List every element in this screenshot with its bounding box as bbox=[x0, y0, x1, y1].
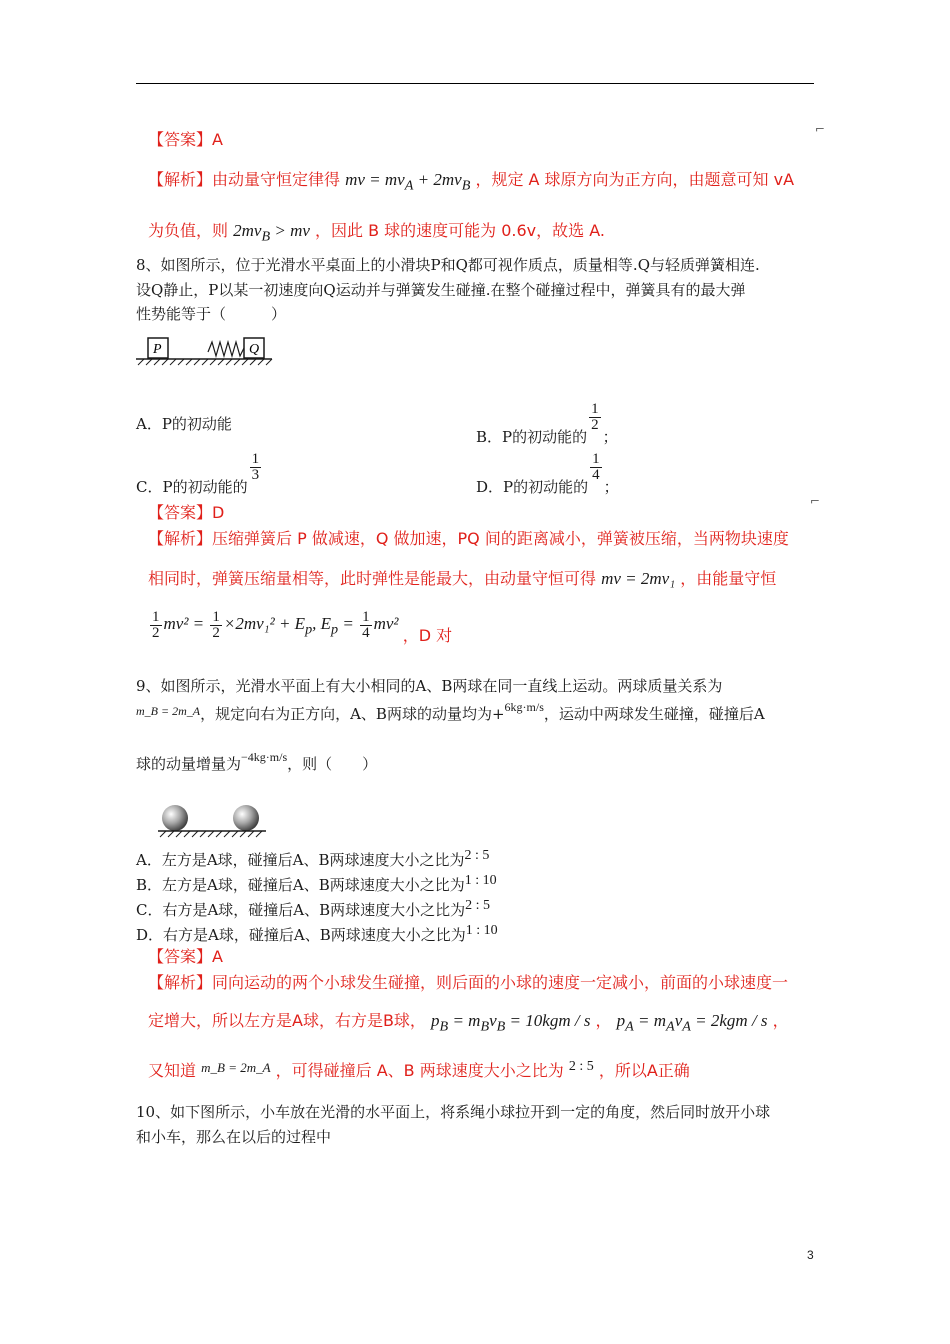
q8-option-a: A．P的初动能 bbox=[136, 415, 232, 433]
q8-analysis-2: 相同时，弹簧压缩量相等，此时弹性是能最大，由动量守恒可得 mv = 2mv₁ ，由能量守恒 bbox=[148, 569, 777, 588]
ground-hatch-2 bbox=[160, 831, 262, 837]
q9-option-d: D．右方是A球，碰撞后A、B两球速度大小之比为1 : 10 bbox=[136, 923, 498, 944]
q7-analysis-line2: 为负值，则 $2mv_B$ > mv ，因此 B 球的速度可能为 0.6v，故选 A. bbox=[148, 221, 605, 245]
q7-answer: 【答案】A bbox=[148, 130, 223, 149]
q8-option-c: C．P的初动能的 $\frac{1}{3}$ bbox=[136, 451, 260, 496]
label-q: Q bbox=[249, 342, 260, 357]
q9-analysis-1: 【解析】同向运动的两个小球发生碰撞，则后面的小球的速度一定减小，前面的小球速度一 bbox=[148, 973, 789, 992]
formula-momentum-conservation: mv = $mv_A + 2mv_B$ bbox=[345, 170, 471, 194]
q8-stem-3: 性势能等于（ ） bbox=[136, 305, 287, 323]
spring bbox=[208, 342, 244, 356]
q10-stem-2: 和小车，那么在以后的过程中 bbox=[136, 1128, 332, 1146]
page-number: 3 bbox=[807, 1248, 814, 1262]
q9-stem-3: 球的动量增量为$^{-4kg\cdot m/s}$，则（ ） bbox=[136, 750, 378, 773]
q9-option-b: B．左方是A球，碰撞后A、B两球速度大小之比为1 : 10 bbox=[136, 873, 497, 894]
q7-analysis-line1: 【解析】由动量守恒定律得 mv = $mv_A + 2mv_B$ ，规定 A 球原方向为正方向，由题意可知 vA bbox=[148, 170, 795, 194]
ground-hatch bbox=[138, 359, 272, 365]
formula-momentum: mv = 2mv₁ bbox=[601, 569, 676, 588]
q9-option-a: A．左方是A球，碰撞后A、B两球速度大小之比为2 : 5 bbox=[136, 848, 490, 869]
corner-mark: ⌐ bbox=[815, 122, 826, 136]
q8-analysis-3: $\frac{1}{2}$ mv² = $\frac{1}{2}$ $\times 2mv_1^2 + E_p$, $E_p$ = $\frac{1}{4}$ mv² ，D 对 bbox=[148, 610, 452, 641]
corner-mark-2: ⌐ bbox=[810, 494, 821, 508]
q8-option-d: D．P的初动能的 $\frac{1}{4}$ ； bbox=[476, 451, 619, 496]
q9-stem-1: 9、如图所示，光滑水平面上有大小相同的A、B两球在同一直线上运动。两球质量关系为 bbox=[136, 677, 723, 695]
ball-right bbox=[233, 805, 259, 831]
fraction-1-2: $\frac{1}{2}$ bbox=[591, 401, 599, 433]
fraction-1-3: $\frac{1}{3}$ bbox=[251, 451, 260, 483]
two-balls-figure bbox=[156, 802, 268, 840]
ball-left bbox=[162, 805, 188, 831]
q9-stem-2: $^{m\_B = 2m\_A}$，规定向右为正方向，A、B两球的动量均为+$^{6kg\cdot m/s}$，运动中两球发生碰撞，碰撞后A bbox=[136, 700, 765, 723]
q8-stem-2: 设Q静止，P以某一初速度向Q运动并与弹簧发生碰撞.在整个碰撞过程中，弹簧具有的最大弹 bbox=[136, 281, 746, 299]
q9-answer: 【答案】A bbox=[148, 947, 223, 966]
formula-energy: $\frac{1}{2}$ mv² = $\frac{1}{2}$ $\times 2mv_1^2 + E_p$, $E_p$ = $\frac{1}{4}$ mv² bbox=[152, 609, 403, 641]
q9-analysis-2: 定增大，所以左方是A球，右方是B球， $p_B = m_Bv_B = 10kgm / s$ ， $p_A = m_Av_A = 2kgm / s$ ， bbox=[148, 1011, 789, 1035]
header-rule bbox=[136, 83, 814, 84]
label-p: P bbox=[153, 342, 162, 357]
q8-analysis-1: 【解析】压缩弹簧后 P 做减速，Q 做加速，PQ 间的距离减小，弹簧被压缩，当两物块速度 bbox=[148, 529, 789, 548]
spring-block-figure bbox=[134, 336, 276, 368]
q8-option-b: B．P的初动能的 $\frac{1}{2}$ ； bbox=[476, 401, 618, 446]
q9-option-c: C．右方是A球，碰撞后A、B两球速度大小之比为2 : 5 bbox=[136, 898, 491, 919]
formula-pa: $p_A = m_Av_A = 2kgm / s$ bbox=[616, 1011, 768, 1035]
q9-analysis-3: 又知道 $^{m\_B = 2m\_A}$ ，可得碰撞后 A、B 两球速度大小之比为 2 : 5 ，所以A正确 bbox=[148, 1059, 690, 1080]
q10-stem-1: 10、如下图所示，小车放在光滑的水平面上，将系绳小球拉开到一定的角度，然后同时放开小球 bbox=[136, 1103, 771, 1121]
q8-answer: 【答案】D bbox=[148, 503, 225, 522]
q8-stem-1: 8、如图所示，位于光滑水平桌面上的小滑块P和Q都可视作质点，质量相等.Q与轻质弹簧相连. bbox=[136, 256, 760, 274]
formula-inequality: $2mv_B$ > mv bbox=[233, 221, 310, 245]
formula-pb: $p_B = m_Bv_B = 10kgm / s$ bbox=[431, 1011, 591, 1035]
fraction-1-4: $\frac{1}{4}$ bbox=[592, 451, 600, 483]
